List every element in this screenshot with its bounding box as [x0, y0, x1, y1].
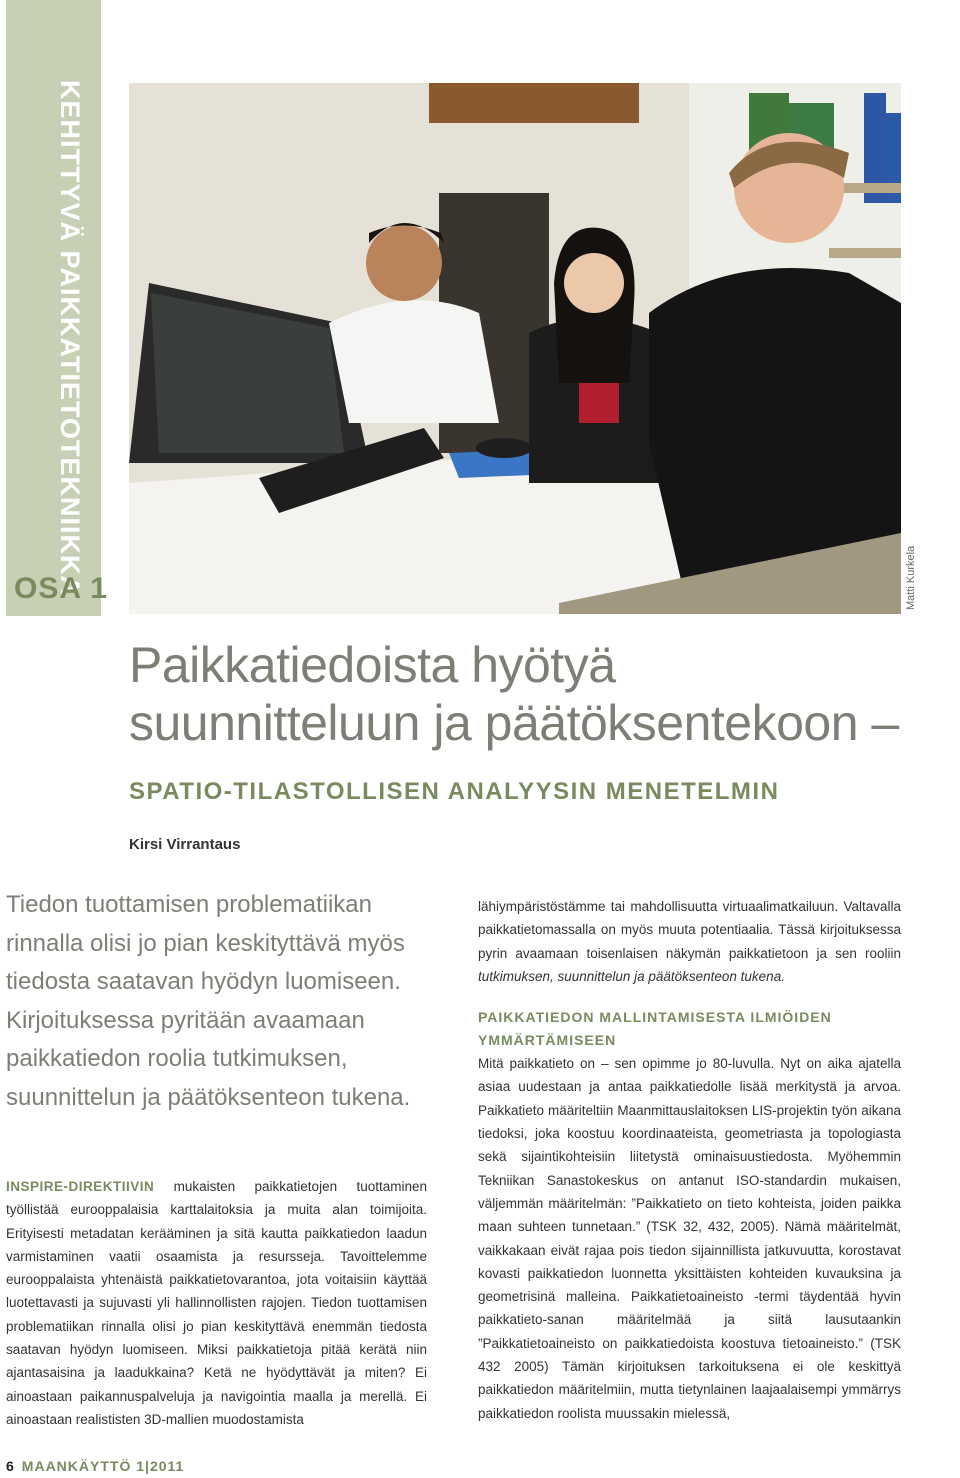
title-line-1: Paikkatiedoista hyötyä [129, 637, 616, 693]
author-name: Kirsi Virrantaus [129, 836, 241, 853]
page-number: 6 [6, 1458, 14, 1474]
column-right [478, 895, 901, 1425]
article-subtitle: SPATIO-TILASTOLLISEN ANALYYSIN MENETELMIN [129, 778, 780, 805]
emphasis-text: tutkimuksen, suunnittelun ja päätöksenteon tukena. [478, 968, 785, 984]
lead-in: INSPIRE-DIREKTIIVIN [6, 1179, 155, 1194]
part-label: OSA 1 [14, 572, 108, 605]
title-line-2: suunnitteluun ja päätöksentekoon – [129, 695, 899, 751]
issue-year: 2011 [149, 1458, 185, 1474]
article-title [129, 636, 959, 752]
article-lede: Tiedon tuottamisen problematiikan rinnalla olisi jo pian keskityttävä myös tiedosta saatavan hyödyn luomiseen. Kirjoituksessa pyritään avaamaan paikkatiedon roolia tutkimuksen, suunnittelun ja päätöksenteon tukena. [6, 891, 411, 1111]
series-title: KEHITTYVÄ PAIKKATIETOTEKNIIKKA [55, 80, 85, 597]
office-scene-illustration [129, 83, 901, 614]
footer-separator: | [145, 1458, 150, 1474]
page-footer [6, 1458, 184, 1474]
sidebar-band [6, 0, 101, 616]
column-left [6, 1175, 427, 1431]
body-paragraph: Mitä paikkatieto on – sen opimme jo 80-luvulla. Nyt on aika ajatella asiaa uudestaan ja antaa paikkatiedolle lisää merkitystä ja arvoa. Paikkatieto määriteltiin Maanmittauslaitoksen LIS-projektin työn aikana tiedoksi, joka koostuu koordinaateista, geometriasta ja topologiasta sekä sijaintikohteisiin liitetystä ominaisuustiedosta. Myöhemmin Tekniikan Sanastokeskus on antanut ISO-standardin mukaisen, väljemmän määritelmän: ”Paikkatieto on tieto kohteista, joiden paikka maan suhteen tunnetaan.” (TSK 32, 432, 2005). Nämä määritelmät, vaikkakaan eivät rajaa pois tiedon sijainnillista jatkuvuutta, korostavat kovasti paikkatiedon luonnetta yksittäisten kohteiden kuvauksina ja geometrisinä malleina. Paikkatietoaineisto -termi täydentää hyvin paikkatieto-sanan määritelmää ja siitä lausutaankin ”Paikkatietoaineisto on paikkatiedoista koostuva tietoaineisto.” (TSK 432 2005) Tämän kirjoituksen tarkoituksena ei ole keskittyä paikkatiedon määritelmiin, mutta tietynlainen laajaalaisempi ymmärrys paikkatiedon roolista muussakin mielessä, [478, 1056, 901, 1421]
section-heading: PAIKKATIEDON MALLINTAMISESTA ILMIÖIDEN YMMÄRTÄMISEEN [478, 1009, 832, 1049]
photo-credit: Matti Kurkela [905, 545, 917, 610]
magazine-name: MAANKÄYTTÖ 1 [21, 1458, 146, 1474]
paragraph-text: lähiympäristöstämme tai mahdollisuutta virtuaalimatkailuun. Valtavalla paikkatietomassalla on myös muuta potentiaalia. Tässä kirjoituksessa pyrin avaamaan toisenlaisen näkymän paikkatietoon ja sen rooliin [478, 899, 901, 961]
body-paragraph [478, 895, 901, 988]
article-photo [129, 83, 901, 614]
body-paragraph [6, 1175, 427, 1431]
paragraph-text: mukaisten paikkatietojen tuottaminen työllistää eurooppalaisia karttalaitoksia ja muita alan toimijoita. Erityisesti metadatan kerääminen ja sitä kautta paikkatiedon laadun varmistaminen vaatii osaamista ja resursseja. Tavoittelemme eurooppalaista yhtenäistä paikkatietovarantoa, jota voitaisiin käyttää luotettavasti ja sujuvasti yli hallinnollisten rajojen. Tiedon tuottamisen problematiikan rinnalla olisi jo pian keskityttävä enemmän tiedosta saatavan hyödyn luomiseen. Miksi paikkatietoja pitää kerätä niin ajantasaisina ja laadukkaina? Ketä ne hyödyttävät ja miten? Ei ainoastaan paikannuspalveluja ja navigointia maalla ja merellä. Ei ainoastaan realististen 3D-mallien muodostamista [6, 1179, 427, 1427]
